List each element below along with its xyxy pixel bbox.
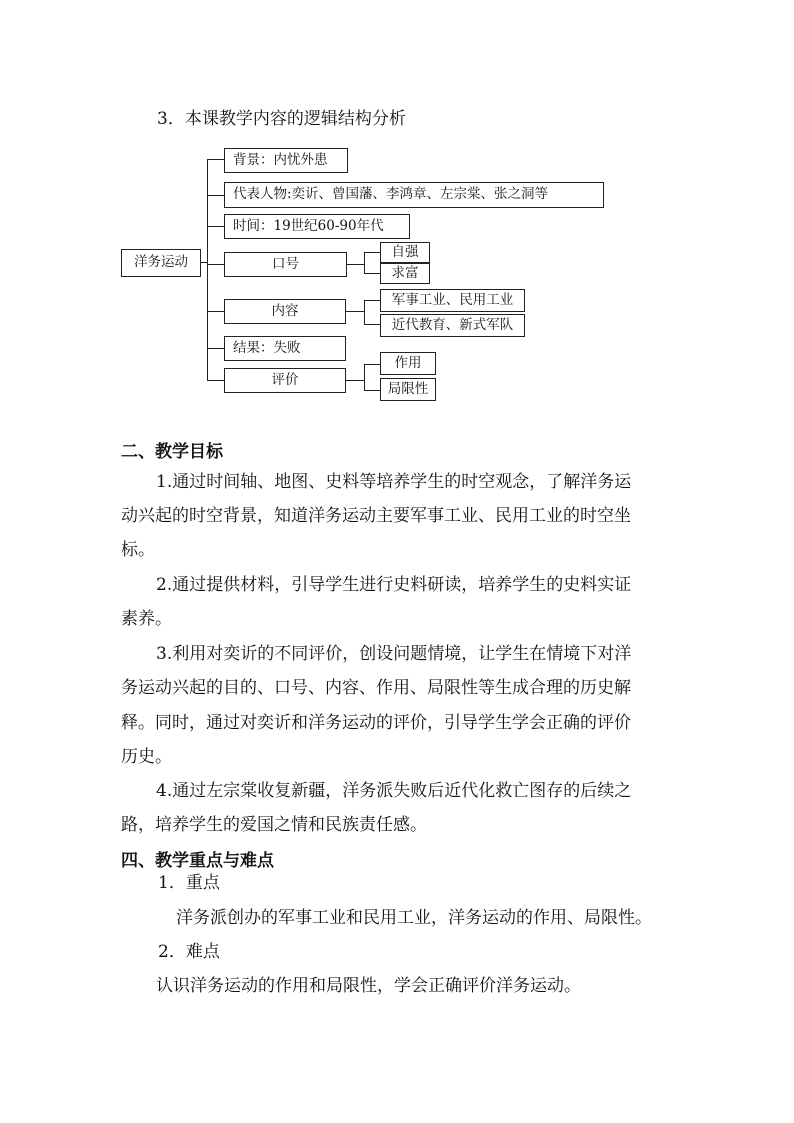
diagram-content-item-box: 近代教育、新式军队 [380, 314, 525, 337]
diagram-root-box: 洋务运动 [121, 249, 201, 277]
diagram-content-item-box: 军事工业、民用工业 [380, 289, 525, 312]
diagram-slogan-item-box: 求富 [380, 263, 430, 284]
connector-branch [207, 264, 224, 265]
diagram-evaluation-box: 评价 [224, 368, 346, 393]
connector-branch [207, 348, 224, 349]
diagram-background-box: 背景：内忧外患 [224, 148, 348, 173]
goal-3-line-3: 释。同时，通过对奕䜣和洋务运动的评价，引导学生学会正确的评价 [121, 713, 631, 733]
diagram-slogan-box: 口号 [224, 252, 347, 277]
key-point-text: 洋务派创办的军事工业和民用工业，洋务运动的作用、局限性。 [176, 908, 652, 928]
connector-branch [207, 159, 224, 160]
goal-1-line-3: 标。 [121, 540, 155, 560]
goal-3-line-2: 务运动兴起的目的、口号、内容、作用、局限性等生成合理的历史解 [121, 678, 631, 698]
diagram-content-box: 内容 [224, 299, 346, 324]
diagram-slogan-item-box: 自强 [380, 242, 430, 263]
goal-3-line-1: 3.利用对奕䜣的不同评价，创设问题情境，让学生在情境下对洋 [156, 644, 632, 664]
difficult-point-label: 2．难点 [158, 942, 220, 962]
connector-branch [207, 226, 224, 227]
connector-branch [207, 195, 224, 196]
connector-content-bottom [364, 324, 380, 325]
connector-evaluation-top [364, 364, 380, 365]
diagram-evaluation-item-box: 作用 [380, 352, 436, 375]
difficult-point-text: 认识洋务运动的作用和局限性，学会正确评价洋务运动。 [156, 976, 581, 996]
goal-4-line-1: 4.通过左宗棠收复新疆，洋务派失败后近代化救亡图存的后续之 [156, 781, 632, 801]
diagram-result-box: 结果：失败 [224, 336, 346, 361]
teaching-goals-heading: 二、教学目标 [121, 442, 223, 462]
keypoints-heading: 四、教学重点与难点 [121, 851, 274, 871]
goal-2-line-1: 2.通过提供材料，引导学生进行史料研读，培养学生的史料实证 [156, 575, 632, 595]
connector-evaluation-bottom [364, 390, 380, 391]
goal-1-line-2: 动兴起的时空背景，知道洋务运动主要军事工业、民用工业的时空坐 [121, 506, 631, 526]
connector-content [346, 311, 365, 312]
connector-branch [207, 380, 224, 381]
connector-spine [207, 159, 208, 380]
diagram-time-box: 时间：19世纪60-90年代 [224, 214, 410, 239]
connector-content-vertical [364, 300, 365, 325]
connector-evaluation-vertical [364, 364, 365, 391]
goal-4-line-2: 路，培养学生的爱国之情和民族责任感。 [121, 815, 427, 835]
diagram-figures-box: 代表人物:奕䜣、曾国藩、李鸿章、左宗棠、张之洞等 [224, 182, 604, 208]
connector-slogan-bottom [364, 273, 380, 274]
goal-2-line-2: 素养。 [121, 609, 172, 629]
connector-evaluation [346, 380, 365, 381]
diagram-evaluation-item-box: 局限性 [380, 378, 436, 401]
section-heading-logic-structure: 3．本课教学内容的逻辑结构分析 [157, 109, 406, 129]
goal-1-line-1: 1.通过时间轴、地图、史料等培养学生的时空观念，了解洋务运 [156, 472, 632, 492]
connector-branch [207, 311, 224, 312]
connector-content-top [364, 300, 380, 301]
connector-slogan-vertical [364, 252, 365, 274]
logic-structure-diagram [0, 0, 794, 420]
connector-slogan [347, 264, 365, 265]
connector-slogan-top [364, 252, 380, 253]
key-point-label: 1．重点 [158, 873, 220, 893]
goal-3-line-4: 历史。 [121, 747, 172, 767]
